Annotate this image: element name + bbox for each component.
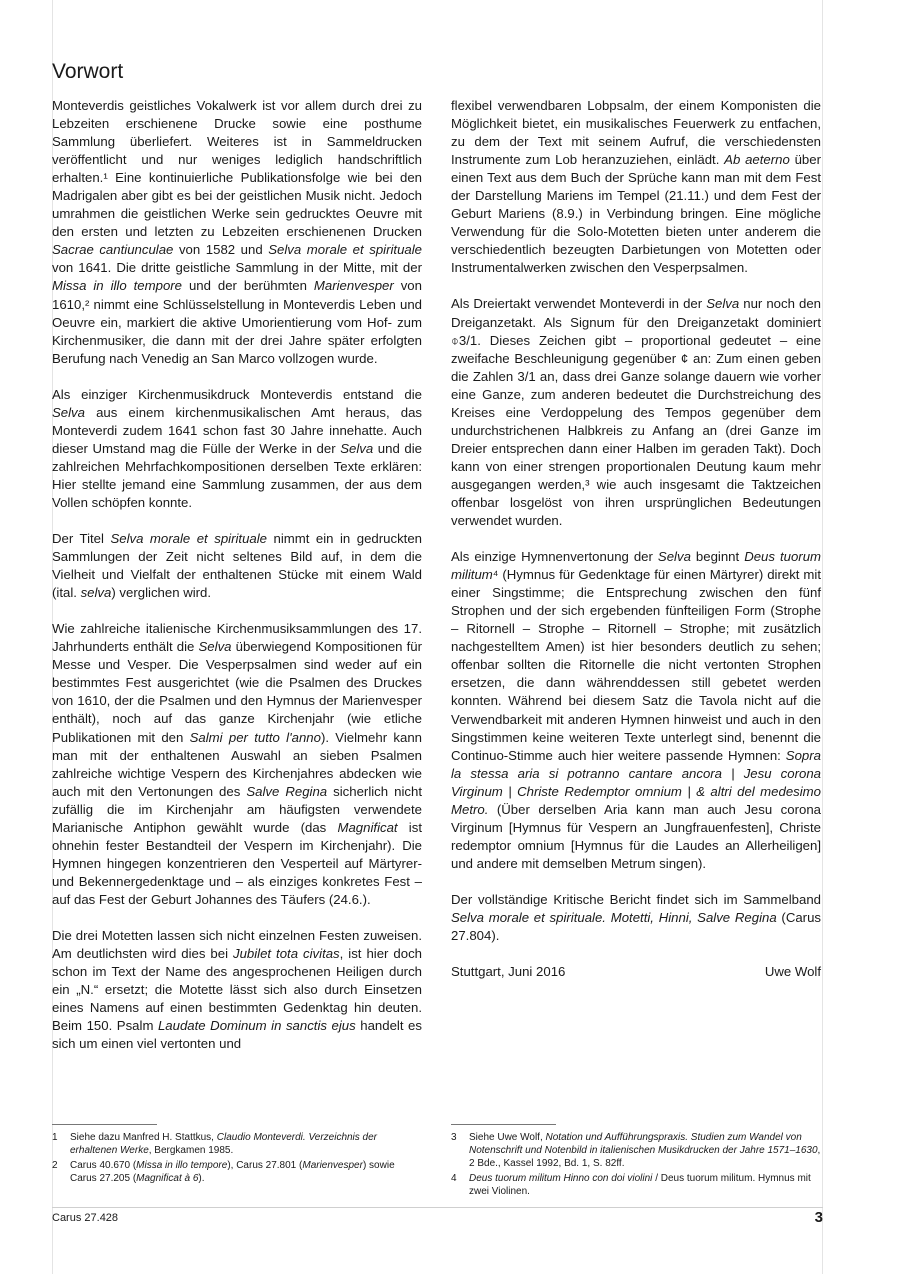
paragraph: Die drei Motetten lassen sich nicht einzelnen Festen zuweisen. Am deutlichsten wird dies bei Jubilet tota civitas, ist hier doch schon im Text der Name des angesprochenen Heiligen durch ein „N.“ ersetzt; die Motette lässt sich also durch Einsetzen eines Namens auf einen bestimmten Gedenktag hin deuten. Beim 150. Psalm Laudate Dominum in sanctis ejus handelt es sich um einen viel vertonten und [52,927,422,1052]
footnote [451,1131,823,1170]
paragraph: flexibel verwendbaren Lobpsalm, der einem Komponisten die Möglichkeit bietet, ein musikalisches Feuerwerk zu entfachen, zu dem der Text mit seinem Aufruf, die verschiedensten Instrumente zum Lob heranzuziehen, einlädt. Ab aeterno über einen Text aus dem Buch der Sprüche kann man mit dem Fest der Darstellung Mariens im Tempel (21.11.) und dem Fest der Geburt Mariens (8.9.) in Verbindung bringen. Eine mögliche Verwendung für die Solo-Motetten bieten unter anderem die verschiedentlich bezeugten Darbietungen von Motetten oder Instrumentalwerken zwischen den Vesperpsalmen. [451,98,821,276]
paragraph: Als einziger Kirchenmusikdruck Monteverdis entstand die Selva aus einem kirchenmusikalischen Amt heraus, das Monteverdi zudem 1641 schon fast 30 Jahre innehatte. Auch dieser Umstand mag die Fülle der Werke in der Selva und die zahlreichen Mehrfachkompositionen derselben Texte erklären: Hier stellte jemand eine Sammlung zusammen, der aus dem Vollen schöpfen konnte. [52,386,422,510]
footnote [52,1131,424,1157]
paragraph: Monteverdis geistliches Vokalwerk ist vor allem durch drei zu Lebzeiten erschienene Drucke sowie eine posthume Sammlung überliefert. Weiteres ist in Sammeldrucken veröffentlicht und nur weniges lediglich handschriftlich erhalten.¹ Eine kontinuierliche Publikationsfolge wie bei den Madrigalen aber gibt es bei der geistlichen Musik nicht. Jedoch umrahmen die geistlichen Werke sein gedrucktes Oeuvre mit den ersten und letzten zu Lebzeiten erschienenen Drucken Sacrae cantiunculae von 1582 und Selva morale et spirituale von 1641. Die dritte geistliche Sammlung in der Mitte, mit der Missa in illo tempore und der berühmten Marienvesper von 1610,² nimmt eine Schlüsselstellung in Monteverdis Leben und Oeuvre ein, markiert die aktive Umorientierung vom Hof- zum Kirchenmusiker, die dann mit der drei Jahre später erfolgten Berufung nach Venedig an San Marco vollzogen wurde. [52,98,422,366]
footnote-number: 1 [52,1132,58,1143]
footnote-text: Carus 40.670 (Missa in illo tempore), Carus 27.801 (Marienvesper) sowie Carus 27.205 (Magnificat à 6). [70,1160,395,1184]
paragraph: Als Dreiertakt verwendet Monteverdi in der Selva nur noch den Dreiganzetakt. Als Signum für den Dreiganzetakt dominiert ⌽3/1. Dieses Zeichen gibt – proportional gedeutet – eine zweifache Beschleunigung gegenüber ¢ an: Zum einen geben die Zahlen 3/1 an, dass drei Ganze solange dauern wie vorher eine Ganze, zum anderen bedeutet die Durchstreichung des Kreises eine Verdoppelung des Tempos gegenüber dem undurchstrichenen Halbkreis zu Anfang an (drei Ganze im Dreier entsprechen dann einer Halben im geraden Takt). Doch kann von einer strengen proportionalen Deutung kaum mehr ausgegangen werden,³ wie auch insgesamt die Taktzeichen offenbar losgelöst von ihren ursprünglichen Bedeutungen verwendet wurden. [451,296,821,529]
page-number: 3 [814,1209,823,1226]
paragraph: Wie zahlreiche italienische Kirchenmusiksammlungen des 17. Jahrhunderts enthält die Selva überwiegend Kompositionen für Messe und Vesper. Die Vesperpsalmen sind weder auf ein bestimmtes Fest ausgerichtet (wie die Psalmen des Druckes von 1610, der die Psalmen und den Hymnus der Marienvesper enthält), noch auf das ganze Kirchenjahr (wie etliche Publikationen mit den Salmi per tutto l'anno). Vielmehr kann man mit der enthaltenen Auswahl an sieben Psalmen zahlreiche wichtige Vespern des Kirchenjahres abdecken wie auch mit den Vertonungen des Salve Regina sicherlich nicht zufällig die im Kirchenjahr am häufigsten verwendete Marianische Antiphon gewählt wurde (das Magnificat ist ohnehin fester Bestandteil der Vespern im Kirchenjahr). Die Hymnen hingegen konzentrieren den Vesperteil auf Märtyrer- und Bekennergedenktage und – als einziges konkretes Fest – auf das Fest der Geburt Johannes des Täufers (24.6.). [52,621,422,907]
paragraph: Der vollständige Kritische Bericht findet sich im Sammelband Selva morale et spirituale. Motetti, Hinni, Salve Regina (Carus 27.804). [451,891,822,944]
author-name: Uwe Wolf [764,964,821,980]
footnote-number: 4 [451,1173,457,1184]
footnote-text: Deus tuorum militum Hinno con doi violini / Deus tuorum militum. Hymnus mit zwei Violinen. [469,1173,811,1197]
footnotes-left [52,1131,424,1187]
right-column [451,97,821,981]
footnote-number: 3 [451,1132,457,1143]
footnote-rule [451,1124,556,1125]
signature [451,963,821,981]
paragraph: Als einzige Hymnenvertonung der Selva beginnt Deus tuorum militum⁴ (Hymnus für Gedenktage für einen Märtyrer) direkt mit einer Singstimme; die Entsprechung zwischen den fünf Strophen und der sich ergebenden fünfteiligen Form (Strophe – Ritornell – Strophe – Ritornell – Strophe; mit zusätzlich nachgestelltem Amen) ist hier besonders deutlich zu sehen; offenbar sollten die Ritornelle die nicht vertonten Strophen ersetzen, die dann währenddessen still gebetet werden konnten. Während bei diesem Satz die Tavola nicht auf die Verwendbarkeit mit anderen Hymnen hinweist und auch in den Singstimmen keine weiteren Texte unterlegt sind, benennt die Continuo-Stimme auch hier weitere passende Hymnen: Sopra la stessa aria si potranno cantare ancora | Jesu corona Virginum | Christe Redemptor omnium | & altri del medesimo Metro. (Über derselben Aria kann man auch Jesu corona Virginum [Hymnus für Vespern an Jungfrauenfesten], Christe redemptor omnium [Hymnus für die Laudes an Allerheiligen] und andere mit demselben Metrum singen). [451,549,822,871]
paragraph: Der Titel Selva morale et spirituale nimmt ein in gedruckten Sammlungen der Zeit nicht seltenes Bild auf, in dem die Vielheit und Vielfalt der enthaltenen Stücke mit einem Wald (ital. selva) verglichen wird. [52,531,422,601]
footnotes-right [451,1131,823,1200]
page-title: Vorwort [52,60,124,83]
footnote-text: Siehe Uwe Wolf, Notation und Aufführungspraxis. Studien zum Wandel von Notenschrift und Notenbild in italienischen Musikdrucken der Jahre 1571–1630, 2 Bde., Kassel 1992, Bd. 1, S. 82ff. [469,1132,821,1169]
footnote [451,1172,823,1198]
footnote [52,1159,424,1185]
catalog-number: Carus 27.428 [52,1212,119,1224]
footer-rule [52,1207,823,1208]
footnote-rule [52,1124,157,1125]
footnote-text: Siehe dazu Manfred H. Stattkus, Claudio Monteverdi. Verzeichnis der erhaltenen Werke, Bergkamen 1985. [70,1132,378,1156]
left-column [52,97,422,1071]
footnote-number: 2 [52,1160,58,1171]
place-date: Stuttgart, Juni 2016 [451,964,566,980]
